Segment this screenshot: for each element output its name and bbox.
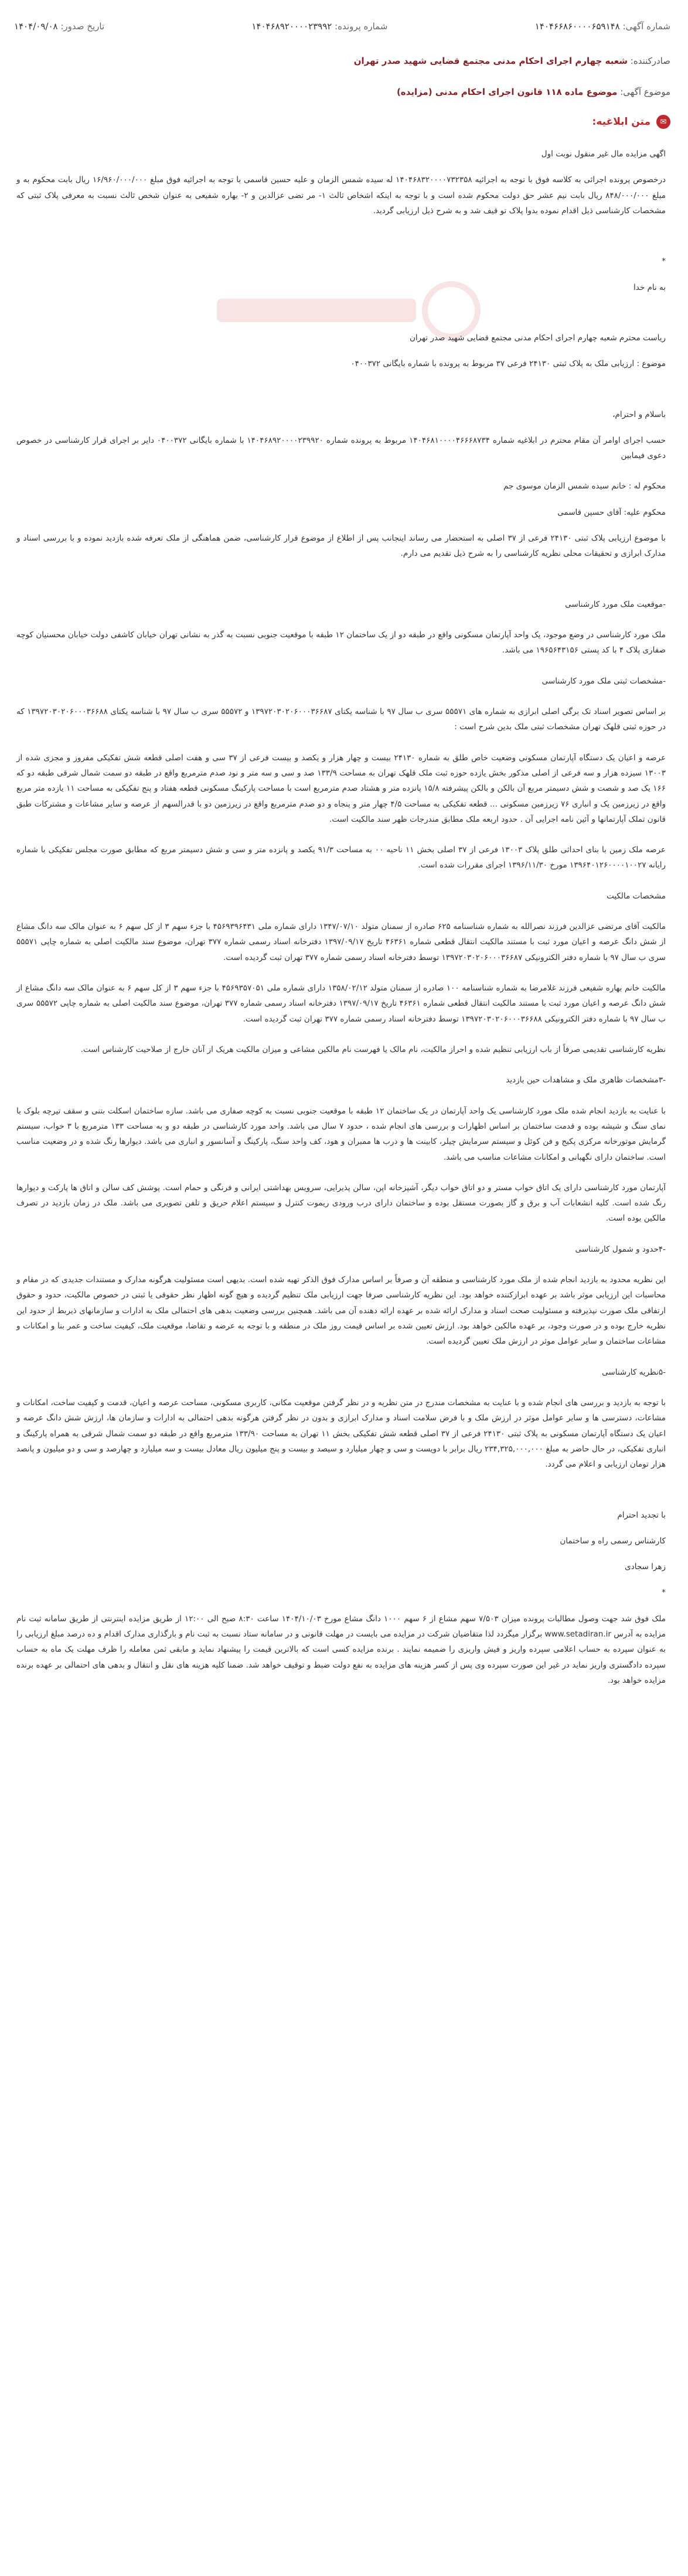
case-number: شماره پرونده: ۱۴۰۴۶۸۹۲۰۰۰۰۲۳۹۹۲ (251, 21, 388, 32)
meta-row (14, 21, 670, 32)
section-heading: -۴حدود و شمول کارشناسی (575, 1244, 666, 1254)
issue-date: تاریخ صدور: ۱۴۰۴/۰۹/۰۸ (14, 21, 105, 32)
paragraph: باسلام و احترام، (612, 409, 666, 419)
subject-line: موضوع آگهی: موضوع ماده ۱۱۸ قانون اجرای احکام مدنی (مزایده) (396, 87, 670, 97)
paragraph: آپارتمان مورد کارشناسی دارای یک اتاق خواب مستر و دو اتاق خواب دیگر، آشپزخانه اپن، سالن پذیرایی، سرویس بهداشتی ایرانی و فرنگی و حمام است. پوشش کف سالن و اتاق ها پارکت و دیوارها رنگ شده است. کلیه انشعابات آب و برق و گاز بصورت مستقل بوده و ساختمان دارای درب ورودی ریموت کنترل و سیستم اعلام حریق و تلفن تصویری می باشد. ملک در زمان بازدید در تصرف مالکین بوده است. (16, 1183, 666, 1224)
paragraph: به نام خدا (633, 282, 666, 292)
paragraph: با توجه به بازدید و بررسی های انجام شده و با عنایت به مشخصات مندرج در متن نظریه و در نظر گرفتن موقعیت مکانی، کاربری مسکونی، مساحت عرصه و اعیان، قدمت و کیفیت ساخت، امکانات و مشاعات، دسترسی ها و سایر عوامل موثر در ارزش ملک و با فرض سلامت اسناد و مدارک ابرازی و بدون در نظر گرفتن هرگونه بدهی احتمالی به ادارات و سازمان ها، ارزش شش دانگ عرصه و اعیان یک دستگاه آپارتمان مسکونی به پلاک ثبتی ۲۴۱۳۰ فرعی از ۳۷ اصلی قطعه شش تفکیکی بخش ۱۱ تهران به مساحت ۱۳۳/۹۰ مترمربع واقع در طبقه دو سمت شمال شرقی به همراه پارکینگ و انباری تفکیکی، در حال حاضر به مبلغ ۲۳۴,۳۲۵,۰۰۰,۰۰۰ ریال برابر با دویست و سی و چهار میلیارد و سیصد و بیست و پنج میلیون ریال معادل بیست و سه میلیارد و چهارصد و سی و دو میلیون و پانصد هزار تومان ارزیابی و اعلام می گردد. (16, 1398, 666, 1470)
notice-icon: ✉ (656, 115, 670, 129)
paragraph: * (662, 1588, 666, 1598)
subject-value: موضوع ماده ۱۱۸ قانون اجرای احکام مدنی (مزایده) (396, 87, 618, 97)
paragraph: ملک مورد کارشناسی در وضع موجود، یک واحد آپارتمان مسکونی واقع در طبقه دو از یک ساختمان ۱۲ طبقه با موقعیت جنوبی نسبت به گذر به نشانی تهران خیابان کاشفی دولت خیابان محسنیان کوچه صفاری پلاک ۴ با کد پستی ۱۹۶۵۶۴۳۱۵۶ می باشد. (16, 630, 666, 655)
paragraph: عرصه و اعیان یک دستگاه آپارتمان مسکونی وضعیت خاص طلق به شماره ۲۴۱۳۰ بیست و چهار هزار و یکصد و بیست فرعی از ۳۷ سی و هفت اصلی قطعه شش تفکیکی مفروز و مجزی شده از ۱۳۰۰۳ سیزده هزار و سه فرعی از اصلی مذکور بخش یازده حوزه ثبت ملک قلهک تهران به مساحت ۱۳۳/۹ صد و سی و سه متر و نود صدم مترمربع واقع در طبقه دو سمت شمال شرقی طبقه دو که ۱۶۶ یک صد و شصت و شش دسیمتر مربع آن بالکن و بالکن پیشرفته ۱۵/۸ پانزده متر و هشتاد صدم مترمربع است با مساحت پارکینگ مسکونی قطعه هفتاد و پنج تفکیکی به مساحت ۱۱ یازده متر مربع واقع در زیرزمین یک و انباری ۷۶ زیرزمین مسکونی ... قطعه تفکیکی به مساحت ۴/۵ چهار متر و پنجاه و دو صدم مترمربع واقع در زیرزمین دو با قدرالسهم از عرصه و سایر مشاعات و مشترکات طبق قانون تملک آپارتمانها و آئین نامه اجرایی آن . حدود اربعه ملک مطابق مندرجات ظهر سند مالکیت است. (16, 753, 666, 824)
paragraph: درخصوص پرونده اجرائی به کلاسه فوق با توجه به اجرائیه ۱۴۰۴۶۸۳۲۰۰۰۰۷۳۲۳۵۸ له سیده شمس الزمان و علیه حسین قاسمی با توجه به اجرائیه فوق مبلغ ۱۶/۹۶۰/۰۰۰/۰۰۰ ریال بابت محکوم به و مبلغ ۸۴۸/۰۰۰/۰۰۰ ریال بابت نیم عشر حق دولت محکوم شده است و با توجه به اینکه اشخاص ثالث ۱- مر تضی عزالدین و ۲- بهاره شفیعی به عنوان شخص ثالث نسبت به معرفی پلاک ثبتی که مشخصات کارشناسی ذیل اقدام نموده بدوا پلاک تو قیف شد و به شرح ذیل ارزیابی گردید. (16, 175, 666, 216)
paragraph: با عنایت به بازدید انجام شده ملک مورد کارشناسی یک واحد آپارتمان در یک ساختمان ۱۲ طبقه با موقعیت جنوبی نسبت به کوچه صفاری می باشد. سازه ساختمان اسکلت بتنی و سقف تیرچه بلوک با نمای سنگ و شیشه بوده و قدمت ساختمان بر اساس اظهارات و بررسی های انجام شده ، حدود ۷ سال می باشد. واحد مورد کارشناسی در طبقه دو و به مساحت ۱۳۳ مترمربع با ۳ خواب، سیستم گرمایش موتورخانه مرکزی پکیج و فن کوئل و سیستم سرمایش چیلر، کابینت ها و درب ها ممبران و هود، کف واحد سنگ، پارکینگ و آسانسور و انباری می باشد. دیوارها رنگ شده و در وضعیت مناسب است. ساختمان دارای نگهبانی و امکانات مشاعات مناسب می باشد. (16, 1106, 666, 1162)
paragraph: عرصه ملک زمین با بنای احداثی طلق پلاک ۱۳۰۰۳ فرعی از ۳۷ اصلی بخش ۱۱ ناحیه ۰۰ به مساحت ۹۱/۳ یکصد و پانزده متر و سی و شش دسیمتر مربع که مطابق صورت مجلس تفکیکی با شماره رایانه ۱۳۹۶۴۰۱۲۶۰۰۰۰۱۰۰۲۷ مورخ ۱۳۹۶/۱۱/۳۰ اجرای مقررات شده است. (16, 845, 666, 870)
section-title: ✉ متن ابلاغیه: (592, 115, 670, 129)
expert-name: زهرا سجادی (625, 1562, 666, 1572)
paragraph: مالکیت خانم بهاره شفیعی فرزند غلامرضا به شماره شناسنامه ۱۰۰ صادره از سمنان متولد ۱۳۵۸/۰۲/۱۲ دارای شماره ملی ۴۵۶۹۳۵۷۰۵۱ با جزء سهم ۳ از کل سهم ۶ به عنوان مالک سه دانگ مشاع از شش دانگ عرصه و اعیان مورد ثبت با مستند مالکیت انتقال قطعی شماره ۴۶۳۶۱ تاریخ ۱۳۹۷/۰۹/۱۷ دفترخانه اسناد رسمی شماره ۳۷۷ تهران، موضوع سند مالکیت اصلی به شماره چاپی ۵۵۵۷۲ سری ب سال ۹۷ با شماره دفتر الکترونیکی ۱۳۹۷۲۰۳۰۲۰۶۰۰۰۳۶۶۸۸ توسط دفترخانه اسناد رسمی شماره ۳۷۷ تهران ثبت گردیده است. (16, 983, 666, 1024)
paragraph: این نظریه محدود به بازدید انجام شده از ملک مورد کارشناسی و منطقه آن و صرفاً بر اساس مدارک فوق الذکر تهیه شده است. بدیهی است مسئولیت هرگونه مدارک و مستندات جدیدی که در مقام و محاسبات این ارزیابی موثر باشد بر عهده ابرازکننده خواهد بود. این نظریه کارشناسی صرفا جهت ارزیابی ملک تنظیم گردیده و هیچ گونه اظهار نظر حقوقی یا ثبتی در خصوص مالکیت، حدود و حقوق ارتفاقی ملک صورت نپذیرفته و مسئولیت صحت اسناد و مدارک ارائه شده بر عهده ارائه دهنده آن می باشد. همچنین بررسی وضعیت بدهی های احتمالی ملک به ادارات و سازمانهای ذیربط از حدود این نظریه خارج بوده و در صورت وجود، بر عهده مالکین خواهد بود. ارزش تعیین شده بر اساس قیمت روز ملک در منطقه و با توجه به عرضه و تقاضا، موقعیت ملک، کیفیت ساخت و عمر بنا و امکانات و مشاعات ساختمان و سایر عوامل موثر در ارزش ملک تعیین گردیده است. (16, 1275, 666, 1347)
notice-number: شماره آگهی: ۱۴۰۴۶۶۸۶۰۰۰۰۶۵۹۱۴۸ (534, 21, 670, 32)
expert-title: کارشناس رسمی راه و ساختمان (560, 1536, 666, 1546)
section-heading: -۳مشخصات ظاهری ملک و مشاهدات حین بازدید (506, 1075, 666, 1085)
issuer-value: شعبه چهارم اجرای احکام مدنی مجتمع قضایی شهید صدر تهران (353, 56, 628, 66)
paragraph: * (662, 257, 666, 267)
auction-terms: ملک فوق شد جهت وصول مطالبات پرونده میزان ۷/۵۰۳ سهم مشاع از ۶ سهم ۱۰۰۰ دانگ مشاع مورخ ۱۴۰۴/۱۰/۰۳ ساعت ۸:۳۰ صبح الی ۱۲:۰۰ از طریق مزایده اینترنتی از طریق سامانه ثبت نام مزایده به آدرس www.setadiran.ir برگزار میگردد لذا متقاضیان شرکت در مزایده می بایست در مهلت قانونی و در سامانه ستاد نسبت به ثبت نام و بارگذاری مدارک اقدام و ده درصد مبلغ ارزیابی را به عنوان سپرده به حساب اعلامی سپرده واریز و فیش واریزی را ضمیمه نمایند . برنده مزایده کسی است که بالاترین قیمت را پیشنهاد نماید و مابقی ثمن معامله را ظرف مهلت یک ماه به حساب سپرده دادگستری واریز نماید در غیر این صورت سپرده وی پس از کسر هزینه های مزایده به نفع دولت ضبط و توقیف خواهد شد. ضمنا کلیه هزینه های نقل و انتقال و بدهی های احتمالی بر عهده برنده مزایده خواهد بود. (16, 1614, 666, 1685)
paragraph: محکوم علیه: آقای حسین قاسمی (557, 507, 666, 517)
paragraph: اگهی مزایده مال غیر منقول نوبت اول (541, 149, 666, 159)
paragraph: نظریه کارشناسی تقدیمی صرفاً از باب ارزیابی تنظیم شده و احراز مالکیت، نام مالک یا فهرست نام مالکین مشاعی و میزان مالکیت هریک از آنان خارج از صلاحیت کارشناس است. (80, 1044, 666, 1054)
issuer-line: صادرکننده: شعبه چهارم اجرای احکام مدنی مجتمع قضایی شهید صدر تهران (353, 56, 670, 66)
section-heading: -مشخصات ثبتی ملک مورد کارشناسی (541, 676, 666, 686)
paragraph: محکوم له : خانم سیده شمس الزمان موسوی جم (503, 481, 666, 491)
paragraph: موضوع : ارزیابی ملک به پلاک ثبتی ۲۴۱۳۰ فرعی ۳۷ مربوط به پرونده با شماره بایگانی ۰۴۰۰۳۷۲ (350, 359, 666, 369)
closing: با تجدید احترام (617, 1510, 666, 1520)
paragraph: بر اساس تصویر اسناد تک برگی اصلی ابرازی به شماره های ۵۵۵۷۱ سری ب سال ۹۷ با شناسه یکتای ۱۳۹۷۲۰۳۰۲۰۶۰۰۰۳۶۶۸۷ و ۵۵۵۷۲ سری ب سال ۹۷ با شناسه یکتای ۱۳۹۷۲۰۳۰۲۰۶۰۰۰۳۶۶۸۸ که در حوزه ثبتی قلهک تهران مشخصات ثبتی ملک بدین شرح است : (16, 706, 666, 732)
paragraph: ریاست محترم شعبه چهارم اجرای احکام مدنی مجتمع قضایی شهید صدر تهران (409, 333, 666, 343)
paragraph: با موضوع ارزیابی پلاک ثبتی ۲۴۱۳۰ فرعی از ۳۷ اصلی به استحضار می رساند اینجانب پس از اطلاع از موضوع قرار کارشناسی، ضمن هماهنگی از ملک تعرفه شده بازدید نموده و با بررسی اسناد و مدارک ابرازی و تحقیقات محلی نظریه کارشناسی را به شرح ذیل تقدیم می دارم. (16, 534, 666, 559)
paragraph: حسب اجرای اوامر آن مقام محترم در ابلاغیه شماره ۱۴۰۴۶۸۱۰۰۰۰۴۶۶۶۸۷۳۴ مربوط به پرونده شماره ۱۴۰۴۶۸۹۲۰۰۰۰۲۳۹۹۲۰ با شماره بایگانی ۰۴۰۰۳۷۲ دایر بر اجرای قرار کارشناسی در خصوص دعوی فیمابین (16, 435, 666, 461)
paragraph: مالکیت آقای مرتضی عزالدین فرزند نصرالله به شماره شناسنامه ۶۲۵ صادره از سمنان متولد ۱۳۴۷/۰۷/۱۰ دارای شماره ملی ۴۵۶۹۳۹۶۴۳۱ با جزء سهم ۳ از کل سهم ۶ به عنوان مالک سه دانگ مشاع از شش دانگ عرصه و اعیان مورد ثبت با مستند مالکیت انتقال قطعی شماره ۴۶۳۶۱ تاریخ ۱۳۹۷/۰۹/۱۷ دفترخانه اسناد رسمی شماره ۳۷۷ تهران، موضوع سند مالکیت اصلی به شماره چاپی ۵۵۵۷۱ سری ب سال ۹۷ با شماره دفتر الکترونیکی ۱۳۹۷۲۰۳۰۲۰۶۰۰۰۳۶۶۸۷ توسط دفترخانه اسناد رسمی شماره ۳۷۷ تهران ثبت گردیده است. (16, 922, 666, 962)
section-heading: -موقعیت ملک مورد کارشناسی (565, 599, 666, 609)
notice-body (16, 146, 666, 1703)
section-heading: -۵نظریه کارشناسی (602, 1367, 666, 1377)
section-heading: مشخصات مالکیت (606, 891, 666, 901)
